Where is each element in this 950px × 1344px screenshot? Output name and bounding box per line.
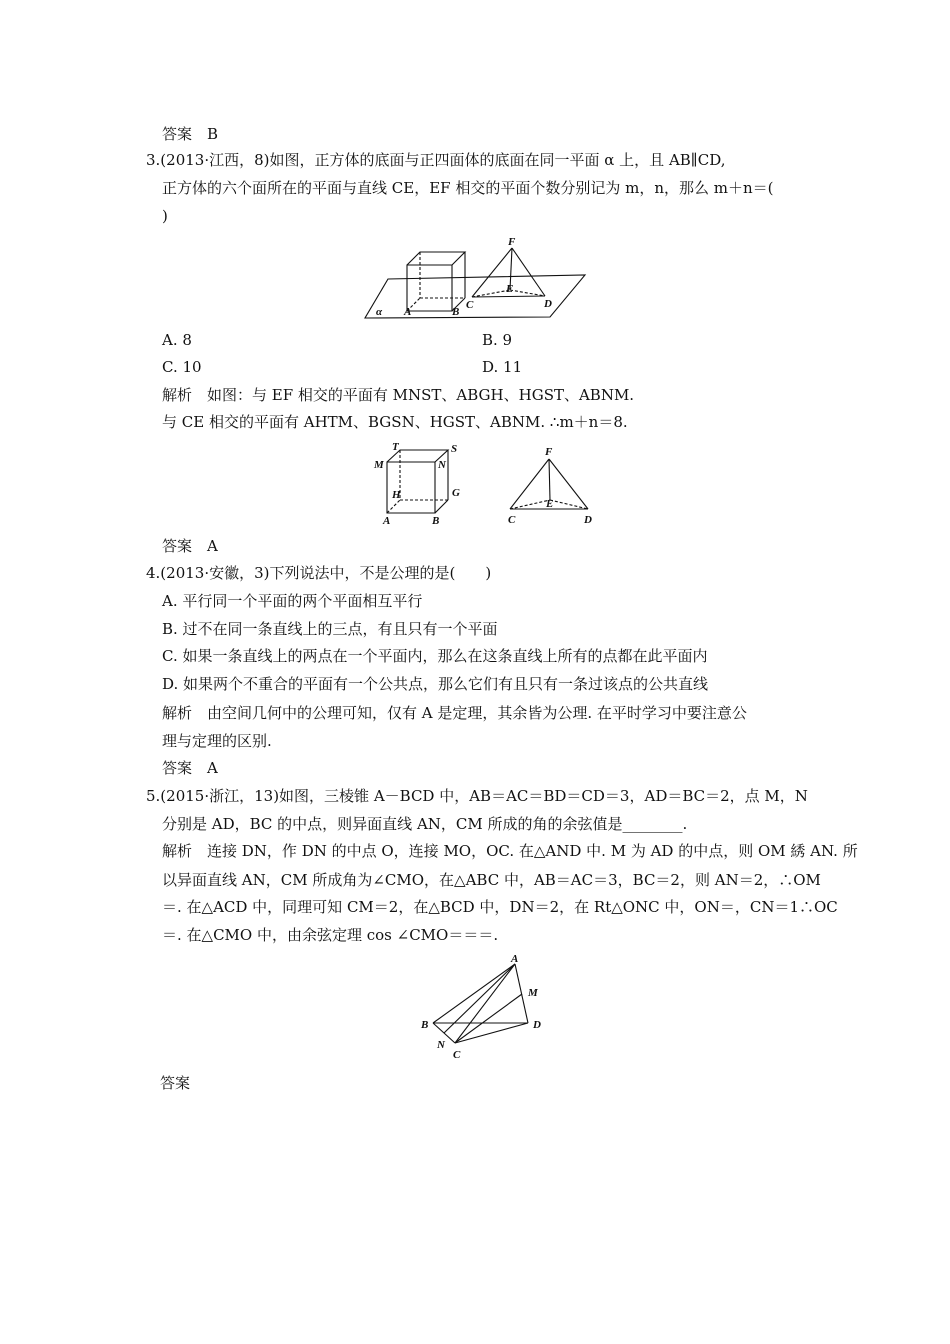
label-F: F — [545, 446, 553, 458]
q5-analysis-line1: 解析 连接 DN，作 DN 的中点 O，连接 MO，OC. 在△AND 中. M 为 AD 的中点，则 OM 綉 AN. 所 — [162, 842, 858, 860]
q2-answer: 答案 B — [162, 125, 219, 143]
q3-analysis-line1: 解析 如图：与 EF 相交的平面有 MNST、ABGH、HGST、ABNM. — [162, 386, 635, 404]
q3-stem-line1: 3.(2013·江西，8)如图，正方体的底面与正四面体的底面在同一平面 α 上，且 AB∥CD, — [146, 151, 726, 169]
cube-front-face — [407, 265, 452, 311]
label-C: C — [466, 299, 474, 311]
label-F: F — [508, 236, 516, 248]
q3-option-d: D. 11 — [482, 358, 523, 376]
q5-figure-pyramid — [415, 952, 550, 1067]
q3-answer: 答案 A — [162, 537, 218, 555]
q4-analysis-line2: 理与定理的区别. — [162, 732, 272, 750]
q3-option-a: A. 8 — [162, 331, 192, 349]
q3-stem-line3: ) — [162, 207, 168, 225]
label-S: S — [451, 443, 458, 455]
edge-AD — [515, 964, 528, 1023]
label-N: N — [438, 459, 446, 471]
label-alpha: α — [376, 306, 383, 318]
q4-option-d: D. 如果两个不重合的平面有一个公共点，那么它们有且只有一条过该点的公共直线 — [162, 675, 709, 693]
label-H: H — [392, 489, 401, 501]
q5-analysis-line2: 以异面直线 AN，CM 所成角为∠CMO，在△ABC 中，AB＝AC＝3，BC＝2，则 AN＝2，∴OM — [162, 871, 821, 889]
edge-AC — [455, 964, 515, 1043]
edge-AB — [433, 964, 515, 1023]
q4-option-b: B. 过不在同一条直线上的三点，有且只有一个平面 — [162, 620, 498, 638]
q5-answer: 答案 — [160, 1074, 191, 1092]
label-A: A — [511, 953, 519, 965]
q5-stem-line2: 分别是 AD，BC 的中点，则异面直线 AN，CM 所成的角的余弦值是________. — [162, 815, 688, 833]
q4-stem: 4.(2013·安徽，3)下列说法中，不是公理的是( ) — [146, 564, 492, 582]
segment-CM — [455, 994, 522, 1043]
label-E: E — [506, 283, 514, 295]
label-C: C — [453, 1049, 461, 1061]
q4-answer: 答案 A — [162, 759, 218, 777]
q5-analysis-line3: ＝. 在△ACD 中，同理可知 CM＝2，在△BCD 中，DN＝2，在 Rt△ONC 中，ON＝，CN＝1∴OC — [162, 898, 838, 916]
label-A: A — [404, 306, 412, 318]
label-B: B — [421, 1019, 429, 1031]
label-D: D — [584, 514, 592, 526]
q4-analysis-line1: 解析 由空间几何中的公理可知，仅有 A 是定理，其余皆为公理. 在平时学习中要注意公 — [162, 704, 747, 722]
q3-stem-line2: 正方体的六个面所在的平面与直线 CE，EF 相交的平面个数分别记为 m，n，那么 m＋n＝( — [162, 179, 774, 197]
q5-stem-line1: 5.(2015·浙江，13)如图，三棱锥 A－BCD 中，AB＝AC＝BD＝CD＝3，AD＝BC＝2，点 M，N — [146, 787, 808, 805]
q3-option-c: C. 10 — [162, 358, 202, 376]
q3-figure-labeled-cube — [370, 440, 480, 530]
q3-option-b: B. 9 — [482, 331, 513, 349]
label-B: B — [432, 515, 440, 527]
edge-FD — [512, 248, 545, 296]
label-E: E — [546, 498, 554, 510]
label-N: N — [437, 1039, 445, 1051]
q3-figure-labeled-tetrahedron — [500, 445, 600, 530]
q3-analysis-line2: 与 CE 相交的平面有 AHTM、BGSN、HGST、ABNM. ∴m＋n＝8. — [162, 413, 628, 431]
label-G: G — [452, 487, 460, 499]
label-T: T — [392, 441, 399, 453]
edge-CD — [455, 1023, 528, 1043]
label-M: M — [528, 987, 538, 999]
label-D: D — [533, 1019, 541, 1031]
label-M: M — [374, 459, 384, 471]
label-A: A — [383, 515, 391, 527]
label-C: C — [508, 514, 516, 526]
q4-option-a: A. 平行同一个平面的两个平面相互平行 — [162, 592, 423, 610]
label-D: D — [544, 298, 552, 310]
q3-figure-cube-tetrahedron — [360, 235, 595, 325]
q4-option-c: C. 如果一条直线上的两点在一个平面内，那么在这条直线上所有的点都在此平面内 — [162, 647, 708, 665]
q5-analysis-line4: ＝. 在△CMO 中，由余弦定理 cos ∠CMO＝＝＝. — [162, 926, 499, 944]
label-B: B — [452, 306, 460, 318]
